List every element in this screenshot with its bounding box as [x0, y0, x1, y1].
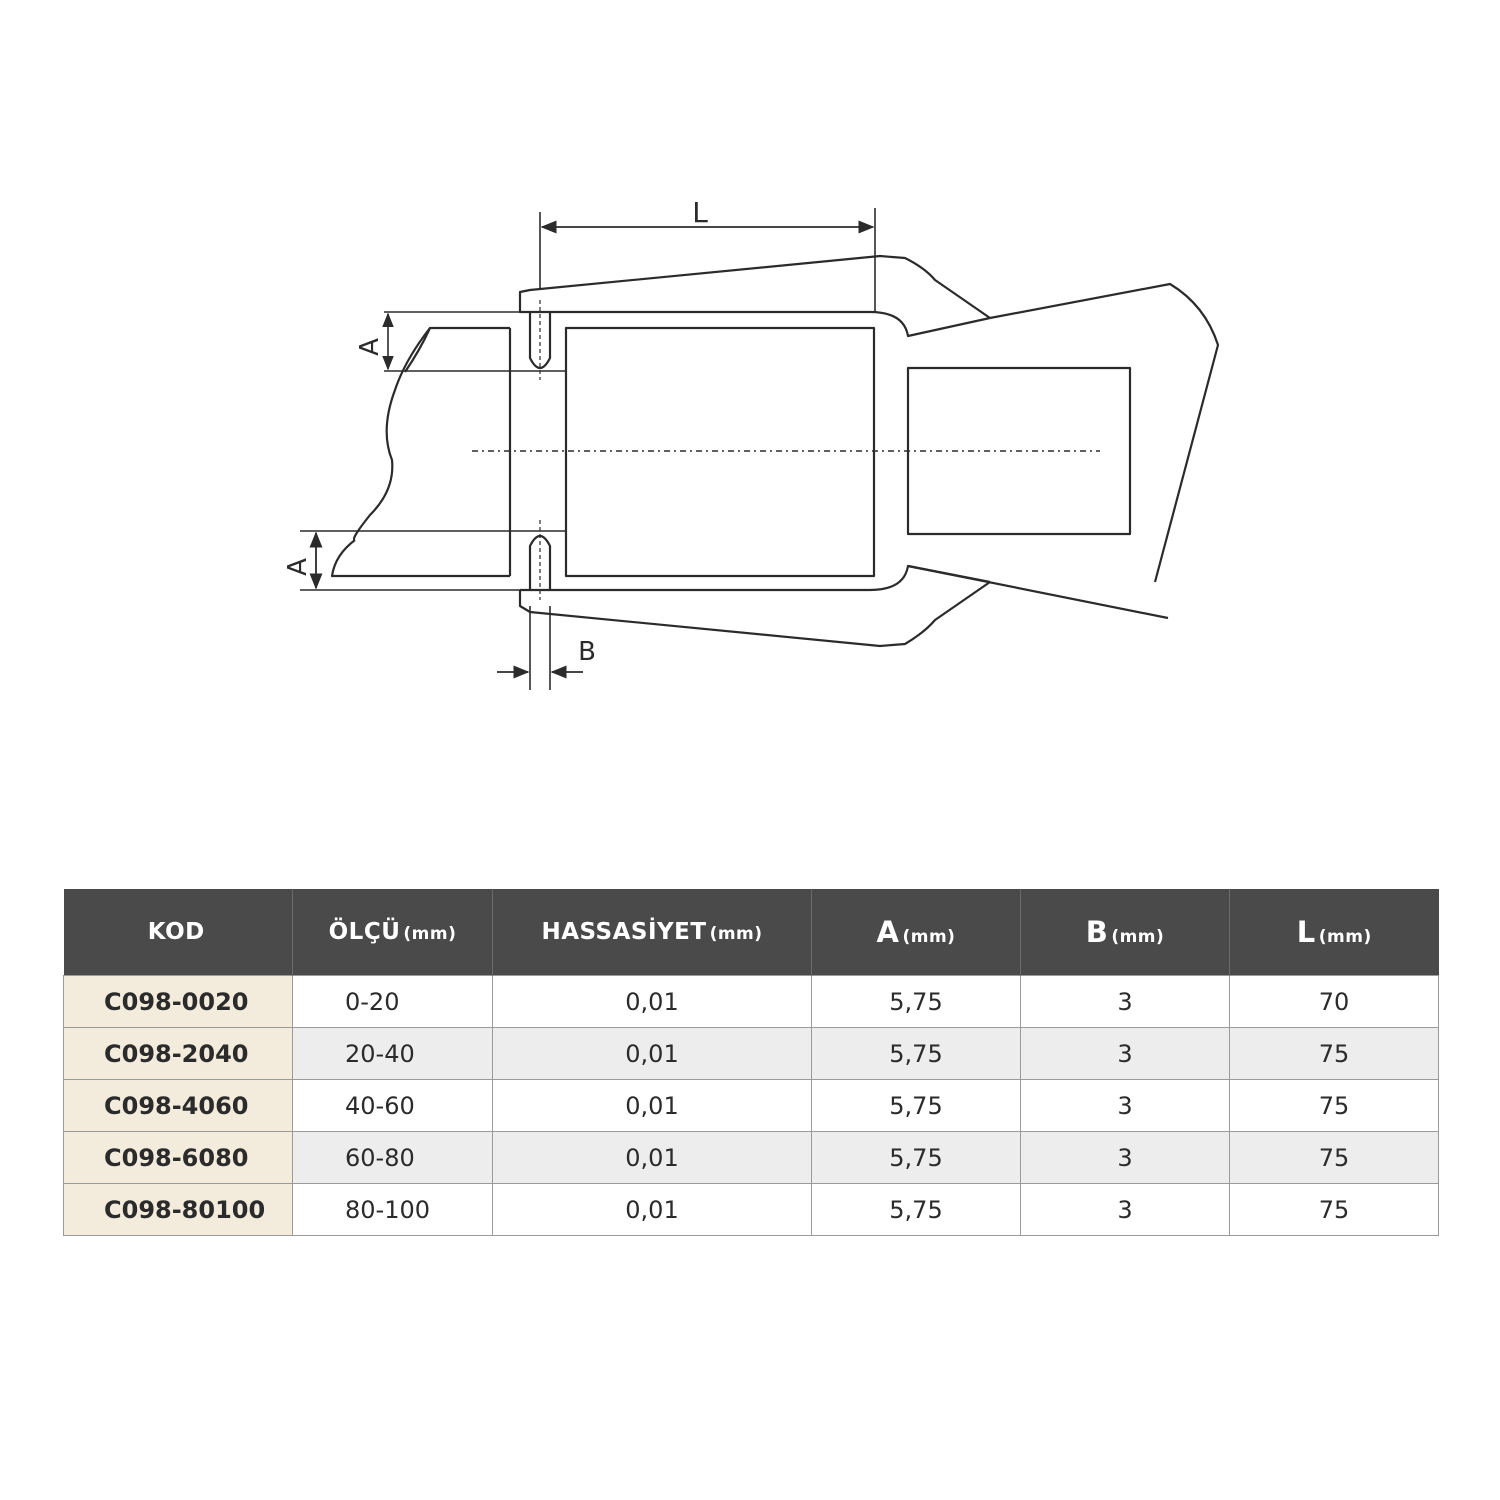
cell-l: 75 — [1230, 1184, 1439, 1236]
cell-hassasiyet: 0,01 — [493, 1132, 812, 1184]
cell-a: 5,75 — [812, 1132, 1021, 1184]
cell-olcu: 0-20 — [293, 976, 493, 1028]
cell-a: 5,75 — [812, 1080, 1021, 1132]
cell-hassasiyet: 0,01 — [493, 1080, 812, 1132]
table-header-row — [64, 889, 1439, 976]
cell-olcu: 60-80 — [293, 1132, 493, 1184]
table-row — [64, 1132, 1439, 1184]
upper-jaw-inner — [520, 306, 990, 336]
cell-b: 3 — [1021, 1184, 1230, 1236]
cell-olcu: 20-40 — [293, 1028, 493, 1080]
cell-kod: C098-6080 — [64, 1132, 293, 1184]
header-kod: KOD — [64, 889, 293, 976]
cell-kod: C098-80100 — [64, 1184, 293, 1236]
label-A-top: A — [355, 338, 385, 356]
label-L: L — [692, 196, 708, 229]
table-row — [64, 1028, 1439, 1080]
cell-a: 5,75 — [812, 976, 1021, 1028]
label-A-bottom: A — [283, 558, 313, 576]
spec-table — [63, 889, 1439, 1236]
lower-jaw-inner — [520, 566, 990, 590]
cell-olcu: 40-60 — [293, 1080, 493, 1132]
label-B: B — [578, 637, 596, 667]
cell-b: 3 — [1021, 1080, 1230, 1132]
table-row — [64, 1184, 1439, 1236]
cell-a: 5,75 — [812, 1028, 1021, 1080]
table-row — [64, 976, 1439, 1028]
header-l: L (mm) — [1230, 889, 1439, 976]
header-olcu: ÖLÇÜ (mm) — [293, 889, 493, 976]
workpiece-rect — [566, 328, 874, 576]
cell-l: 70 — [1230, 976, 1439, 1028]
cell-hassasiyet: 0,01 — [493, 976, 812, 1028]
table-row — [64, 1080, 1439, 1132]
cell-b: 3 — [1021, 976, 1230, 1028]
cell-kod: C098-2040 — [64, 1028, 293, 1080]
cell-olcu: 80-100 — [293, 1184, 493, 1236]
tube-break-line — [354, 328, 430, 540]
cell-b: 3 — [1021, 1132, 1230, 1184]
cell-a: 5,75 — [812, 1184, 1021, 1236]
caliper-frame-lower — [908, 566, 1168, 618]
tube-lower-wall — [332, 540, 510, 576]
cell-l: 75 — [1230, 1028, 1439, 1080]
cell-l: 75 — [1230, 1132, 1439, 1184]
cell-kod: C098-4060 — [64, 1080, 293, 1132]
header-b: B (mm) — [1021, 889, 1230, 976]
cell-b: 3 — [1021, 1028, 1230, 1080]
header-a: A (mm) — [812, 889, 1021, 976]
caliper-frame — [990, 284, 1218, 582]
cell-hassasiyet: 0,01 — [493, 1184, 812, 1236]
tube-upper-wall — [405, 328, 510, 372]
upper-jaw-outline — [520, 256, 990, 318]
cell-l: 75 — [1230, 1080, 1439, 1132]
header-hassasiyet: HASSASİYET (mm) — [493, 889, 812, 976]
cell-hassasiyet: 0,01 — [493, 1028, 812, 1080]
cell-kod: C098-0020 — [64, 976, 293, 1028]
